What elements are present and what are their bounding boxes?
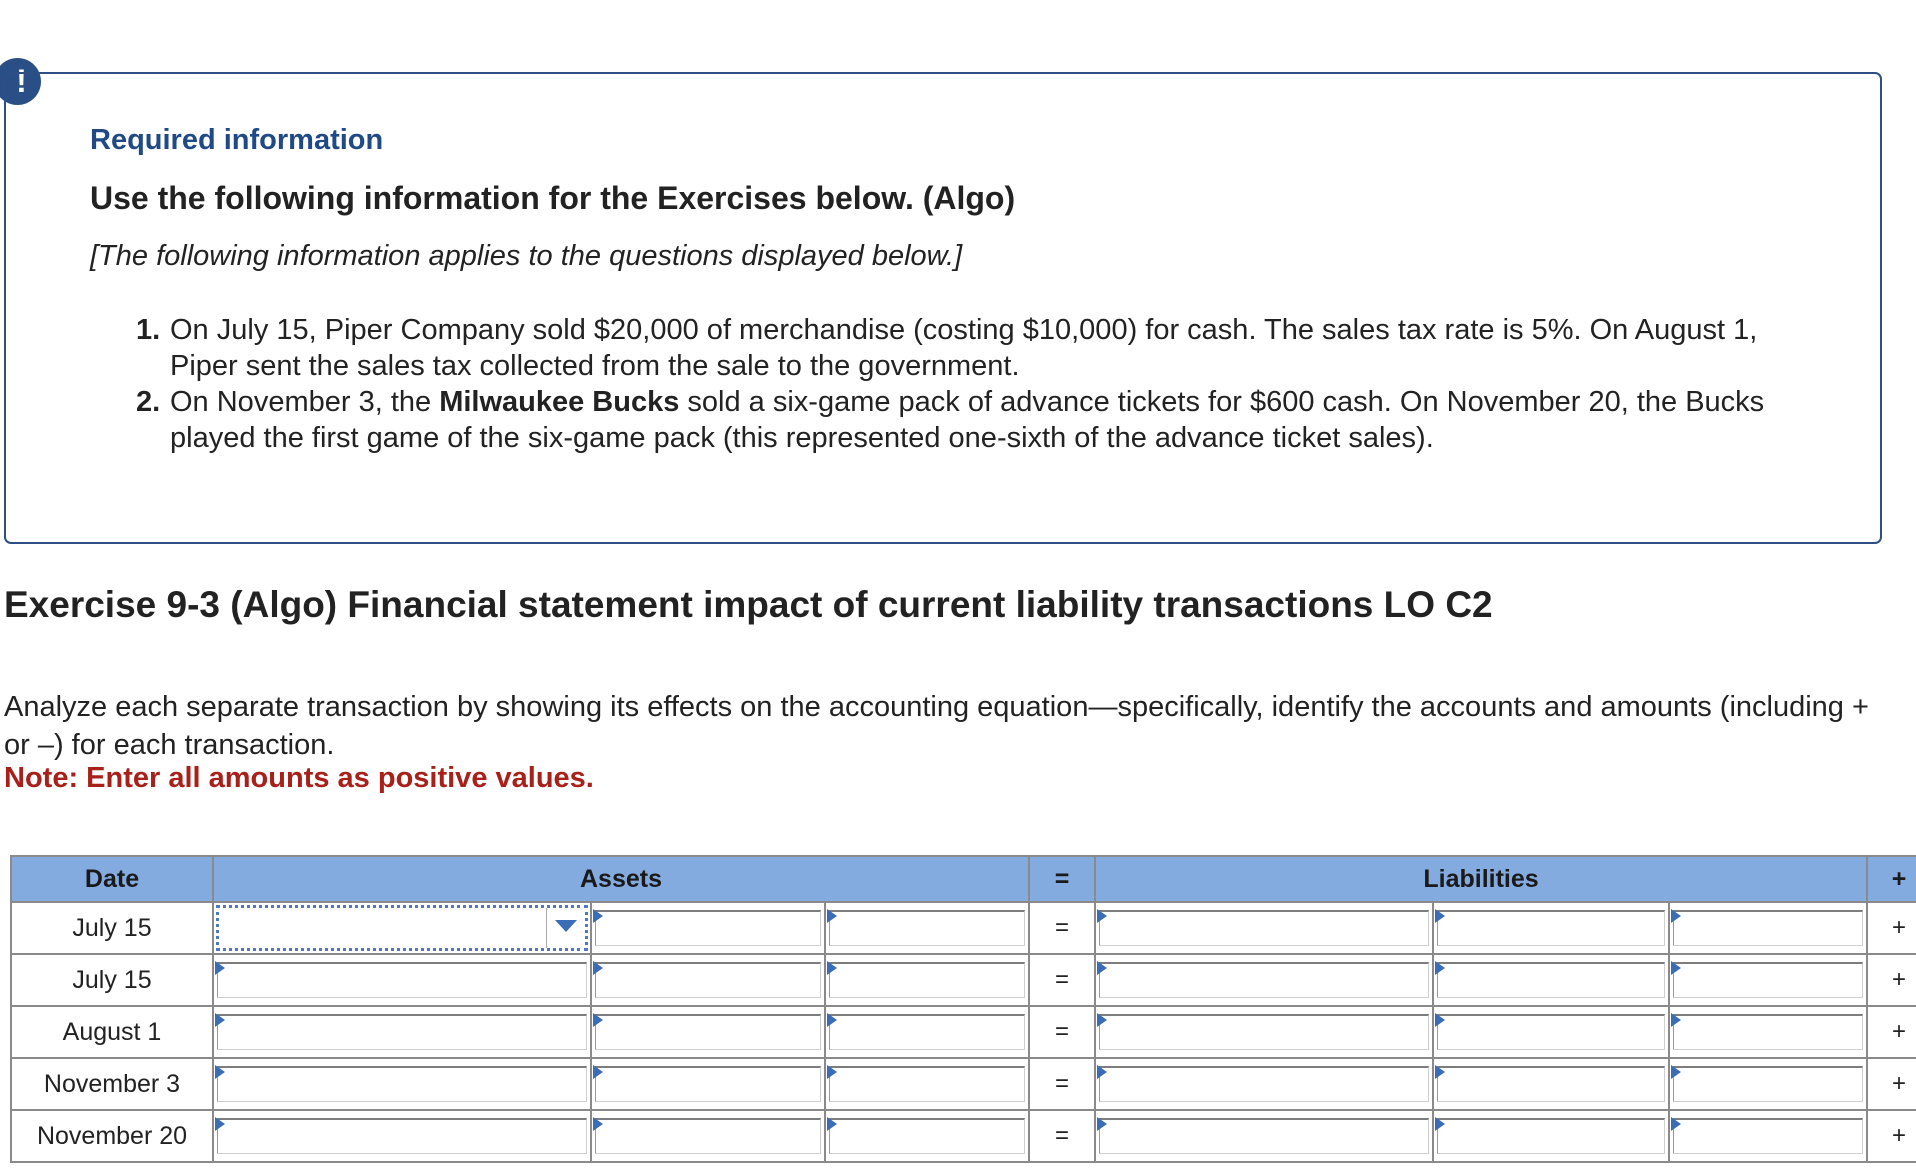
- liability-amount-cell: [1433, 902, 1669, 954]
- liability-account-input[interactable]: [1099, 1118, 1429, 1154]
- row-date: July 15: [11, 954, 213, 1006]
- input-marker-icon: [1097, 1117, 1107, 1131]
- plus-sign: +: [1867, 902, 1916, 954]
- asset-account-input[interactable]: [217, 962, 587, 998]
- liability-amount-cell: [1433, 1058, 1669, 1110]
- account-dropdown[interactable]: [216, 905, 588, 951]
- exercise-note: Note: Enter all amounts as positive values.: [4, 762, 594, 794]
- input-marker-icon: [1435, 961, 1445, 975]
- input-marker-icon: [1435, 1013, 1445, 1027]
- asset-amount-input[interactable]: [595, 910, 821, 946]
- asset-extra-cell: [825, 954, 1029, 1006]
- input-marker-icon: [827, 961, 837, 975]
- equals-sign: =: [1029, 902, 1095, 954]
- asset-extra-cell: [825, 1006, 1029, 1058]
- input-marker-icon: [1435, 1065, 1445, 1079]
- row-date: August 1: [11, 1006, 213, 1058]
- date-header: Date: [11, 856, 213, 902]
- asset-amount-cell: [591, 902, 825, 954]
- input-marker-icon: [827, 1117, 837, 1131]
- liability-extra-cell: [1669, 1110, 1867, 1162]
- input-marker-icon: [1435, 1117, 1445, 1131]
- input-marker-icon: [827, 1065, 837, 1079]
- liability-amount-cell: [1433, 1006, 1669, 1058]
- row-date: July 15: [11, 902, 213, 954]
- liability-amount-input[interactable]: [1437, 1014, 1665, 1050]
- input-marker-icon: [593, 1117, 603, 1131]
- row-date: November 20: [11, 1110, 213, 1162]
- table-row: [11, 1110, 1916, 1162]
- list-item: [136, 384, 1776, 456]
- input-marker-icon: [1671, 961, 1681, 975]
- liability-amount-input[interactable]: [1437, 962, 1665, 998]
- liability-amount-cell: [1433, 1110, 1669, 1162]
- exercise-instructions: Analyze each separate transaction by showing its effects on the accounting equation—specifically, identify the accounts and amounts (including + or –) for each transaction.: [4, 691, 1869, 761]
- list-item-bold-text: Milwaukee Bucks: [439, 386, 680, 418]
- liability-account-input[interactable]: [1099, 962, 1429, 998]
- asset-amount-cell: [591, 1006, 825, 1058]
- asset-extra-input[interactable]: [829, 1118, 1025, 1154]
- equals-sign: =: [1029, 1110, 1095, 1162]
- liability-extra-input[interactable]: [1673, 1014, 1863, 1050]
- asset-account-cell: [213, 902, 591, 954]
- input-marker-icon: [1671, 1117, 1681, 1131]
- liability-extra-input[interactable]: [1673, 910, 1863, 946]
- asset-amount-input[interactable]: [595, 962, 821, 998]
- plus-sign: +: [1867, 1110, 1916, 1162]
- list-item: [136, 312, 1776, 384]
- liability-account-cell: [1095, 1006, 1433, 1058]
- equals-sign: =: [1029, 954, 1095, 1006]
- asset-extra-cell: [825, 1110, 1029, 1162]
- input-marker-icon: [215, 1065, 225, 1079]
- asset-amount-cell: [591, 954, 825, 1006]
- liability-account-cell: [1095, 902, 1433, 954]
- input-marker-icon: [593, 1013, 603, 1027]
- equals-sign: =: [1029, 1058, 1095, 1110]
- applies-note: [The following information applies to the questions displayed below.]: [90, 240, 963, 272]
- input-marker-icon: [1671, 1065, 1681, 1079]
- chevron-down-icon: [555, 920, 577, 932]
- accounting-equation-table: [10, 855, 1916, 1163]
- asset-amount-cell: [591, 1058, 825, 1110]
- list-item-number: 1.: [136, 314, 161, 346]
- input-marker-icon: [215, 1013, 225, 1027]
- asset-amount-cell: [591, 1110, 825, 1162]
- asset-account-input[interactable]: [217, 1066, 587, 1102]
- list-item-number: 2.: [136, 386, 161, 418]
- input-marker-icon: [1671, 909, 1681, 923]
- asset-extra-cell: [825, 902, 1029, 954]
- input-marker-icon: [827, 1013, 837, 1027]
- liability-amount-input[interactable]: [1437, 1066, 1665, 1102]
- asset-account-input[interactable]: [217, 1014, 587, 1050]
- liability-account-cell: [1095, 954, 1433, 1006]
- transaction-list: [136, 312, 1776, 456]
- input-marker-icon: [215, 1117, 225, 1131]
- input-marker-icon: [593, 961, 603, 975]
- asset-account-cell: [213, 1058, 591, 1110]
- input-marker-icon: [1097, 1013, 1107, 1027]
- table-row: [11, 954, 1916, 1006]
- plus-sign: +: [1867, 1058, 1916, 1110]
- liability-amount-input[interactable]: [1437, 1118, 1665, 1154]
- liability-extra-cell: [1669, 1058, 1867, 1110]
- table-row: [11, 1006, 1916, 1058]
- input-marker-icon: [1435, 909, 1445, 923]
- exercise-title: Exercise 9-3 (Algo) Financial statement impact of current liability transactions LO C2: [4, 584, 1493, 625]
- liability-account-input[interactable]: [1099, 1014, 1429, 1050]
- equals-header: =: [1029, 856, 1095, 902]
- asset-amount-input[interactable]: [595, 1014, 821, 1050]
- asset-account-input[interactable]: [217, 1118, 587, 1154]
- plus-sign: +: [1867, 1006, 1916, 1058]
- row-date: November 3: [11, 1058, 213, 1110]
- input-marker-icon: [1671, 1013, 1681, 1027]
- liability-extra-cell: [1669, 902, 1867, 954]
- asset-account-cell: [213, 1110, 591, 1162]
- input-marker-icon: [215, 961, 225, 975]
- liability-extra-cell: [1669, 1006, 1867, 1058]
- liability-extra-input[interactable]: [1673, 962, 1863, 998]
- asset-account-cell: [213, 1006, 591, 1058]
- liability-account-input[interactable]: [1099, 1066, 1429, 1102]
- dropdown-toggle[interactable]: [546, 908, 585, 948]
- liability-account-cell: [1095, 1058, 1433, 1110]
- asset-amount-input[interactable]: [595, 1118, 821, 1154]
- liability-extra-input[interactable]: [1673, 1066, 1863, 1102]
- asset-extra-input[interactable]: [829, 1014, 1025, 1050]
- required-information-title: Required information: [90, 124, 384, 156]
- liability-extra-input[interactable]: [1673, 1118, 1863, 1154]
- input-marker-icon: [1097, 961, 1107, 975]
- liabilities-header: Liabilities: [1095, 856, 1867, 902]
- alert-icon: !: [0, 58, 41, 105]
- input-marker-icon: [593, 1065, 603, 1079]
- asset-account-cell: [213, 954, 591, 1006]
- asset-extra-input[interactable]: [829, 1066, 1025, 1102]
- list-item-text: On July 15, Piper Company sold $20,000 of merchandise (costing $10,000) for cash. The sales tax rate is 5%. On August 1, Piper sent the sales tax collected from the sale to the government.: [170, 314, 1758, 382]
- use-info-heading: Use the following information for the Exercises below. (Algo): [90, 180, 1016, 216]
- list-item-text: sold a six-game pack of advance tickets for $600 cash. On November 20, the Bucks played the first game of the six-game pack (this represented one-sixth of the advance ticket sales).: [170, 386, 1765, 454]
- liability-account-input[interactable]: [1099, 910, 1429, 946]
- assets-header: Assets: [213, 856, 1029, 902]
- plus-header: +: [1867, 856, 1916, 902]
- table-row: [11, 902, 1916, 954]
- liability-account-cell: [1095, 1110, 1433, 1162]
- input-marker-icon: [1097, 1065, 1107, 1079]
- table-row: [11, 1058, 1916, 1110]
- liability-amount-input[interactable]: [1437, 910, 1665, 946]
- asset-amount-input[interactable]: [595, 1066, 821, 1102]
- liability-amount-cell: [1433, 954, 1669, 1006]
- asset-extra-input[interactable]: [829, 962, 1025, 998]
- asset-extra-cell: [825, 1058, 1029, 1110]
- list-item-text: On November 3, the: [170, 386, 440, 418]
- liability-extra-cell: [1669, 954, 1867, 1006]
- input-marker-icon: [827, 909, 837, 923]
- equals-sign: =: [1029, 1006, 1095, 1058]
- input-marker-icon: [593, 909, 603, 923]
- input-marker-icon: [1097, 909, 1107, 923]
- asset-extra-input[interactable]: [829, 910, 1025, 946]
- plus-sign: +: [1867, 954, 1916, 1006]
